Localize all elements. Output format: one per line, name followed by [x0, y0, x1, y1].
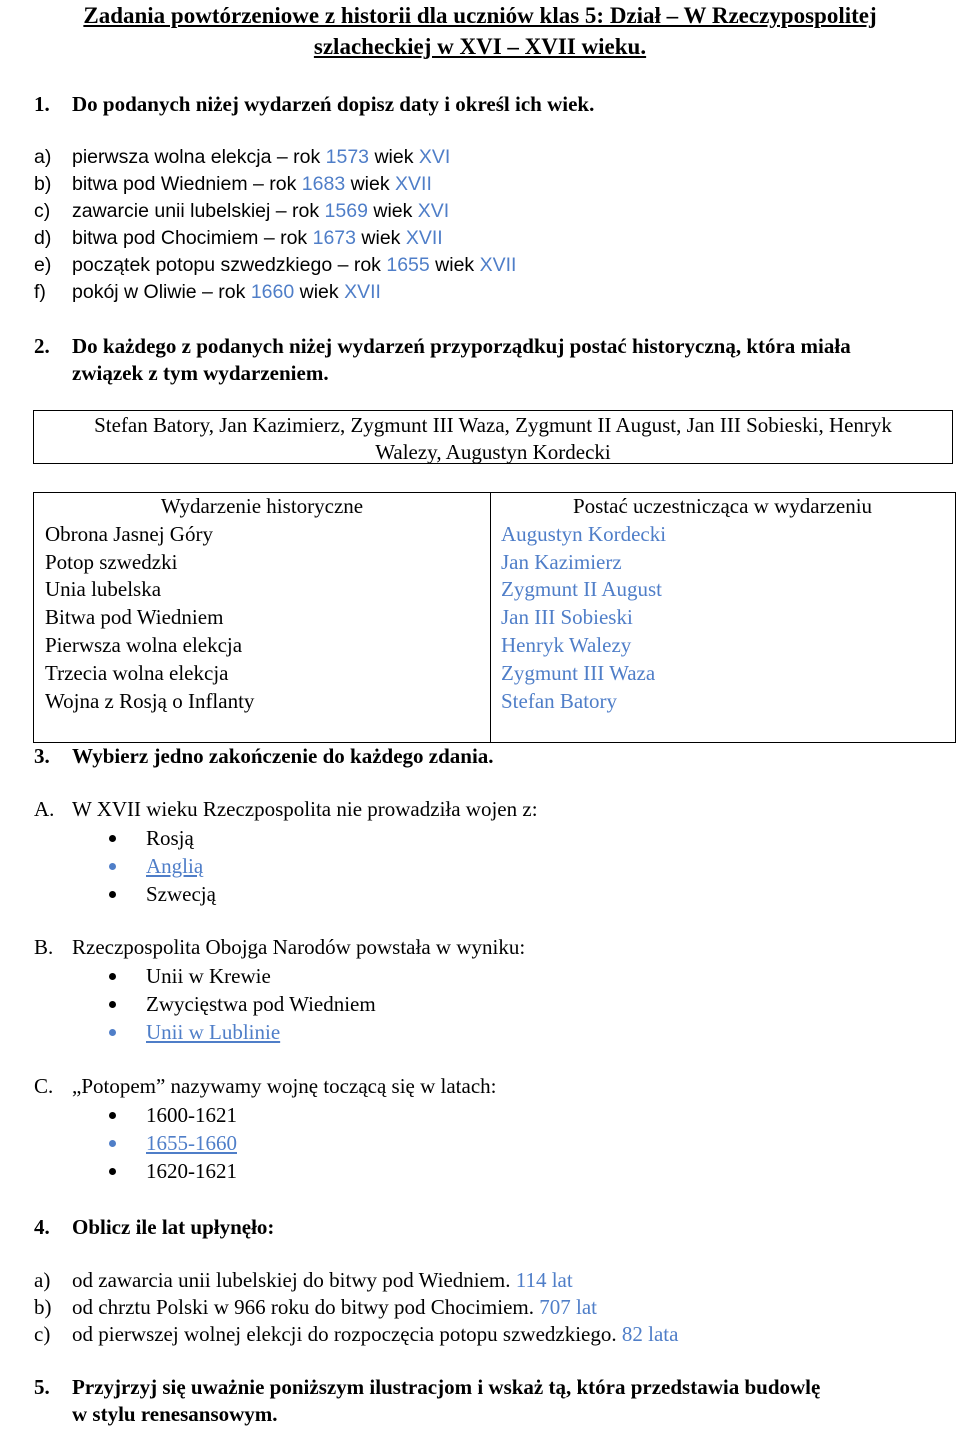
q1-item-b — [34, 171, 934, 198]
q4-item-text: od zawarcia unii lubelskiej do bitwy pod Wiedniem. — [72, 1268, 511, 1292]
q4-item-a — [34, 1267, 934, 1294]
question-4-heading — [34, 1214, 934, 1241]
person-cell: Zygmunt III Waza — [501, 660, 656, 685]
person-cell: Augustyn Kordecki — [501, 521, 667, 546]
q1-item-text: pokój w Oliwie – rok — [72, 281, 246, 303]
q3-c-option-3[interactable] — [109, 1157, 709, 1185]
q3-group-c-heading — [34, 1073, 934, 1100]
q3-c-option-2-correct[interactable] — [109, 1129, 709, 1157]
q1-item-century: XVII — [479, 254, 517, 276]
q1-item-label: e) — [34, 254, 52, 276]
question-2-number: 2. — [34, 334, 50, 358]
q1-item-e — [34, 252, 934, 279]
q1-item-text: początek potopu szwedzkiego – rok — [72, 254, 381, 276]
page-title-line-2: szlacheckiej w XVI – XVII wieku. — [313, 34, 647, 59]
q1-item-label: b) — [34, 173, 52, 195]
q4-item-c — [34, 1321, 934, 1348]
option-text: Zwycięstwa pod Wiedniem — [146, 992, 376, 1016]
event-cell: Trzecia wolna elekcja — [45, 660, 229, 685]
q4-item-answer: 707 lat — [539, 1295, 597, 1319]
q1-item-label: a) — [34, 146, 52, 168]
bullet-icon — [109, 1168, 116, 1175]
q1-item-century: XVII — [344, 281, 381, 303]
event-cell: Obrona Jasnej Góry — [45, 521, 213, 546]
question-3-number: 3. — [34, 744, 50, 768]
q1-item-century: XVII — [405, 227, 443, 249]
q1-item-year: 1569 — [324, 200, 368, 222]
question-4-text: Oblicz ile lat upłynęło: — [72, 1215, 275, 1239]
question-1-text: Do podanych niżej wydarzeń dopisz daty i określ ich wiek. — [72, 92, 595, 116]
question-5-text-line-1: Przyjrzyj się uważnie poniższym ilustracjom i wskaż tą, która przedstawia budowlę — [72, 1375, 821, 1399]
q1-item-text: bitwa pod Chocimiem – rok — [72, 227, 308, 249]
q4-item-answer: 82 lata — [621, 1322, 679, 1346]
bullet-icon — [109, 1112, 116, 1119]
q3-b-option-3-correct[interactable] — [109, 1018, 709, 1046]
bullet-icon — [109, 1029, 116, 1036]
q1-item-c — [34, 198, 934, 225]
bullet-icon — [109, 1140, 116, 1147]
q3-b-option-2[interactable] — [109, 990, 709, 1018]
q1-item-text: bitwa pod Wiedniem – rok — [72, 173, 297, 195]
q3-group-b-heading — [34, 934, 934, 961]
question-5-heading — [34, 1374, 959, 1428]
q1-item-label: f) — [34, 281, 46, 303]
q1-item-mid: wiek — [435, 254, 475, 276]
q1-item-year: 1573 — [325, 146, 370, 168]
option-text: Anglią — [146, 854, 204, 878]
q3-c-option-1[interactable] — [109, 1101, 709, 1129]
matching-table — [33, 492, 956, 743]
q4-item-text: od chrztu Polski w 966 roku do bitwy pod Chocimiem. — [72, 1295, 534, 1319]
question-5-number: 5. — [34, 1375, 50, 1399]
person-cell: Jan III Sobieski — [501, 605, 633, 630]
q1-item-f — [34, 279, 934, 306]
q1-item-mid: wiek — [350, 173, 390, 195]
q1-item-year: 1673 — [312, 227, 356, 249]
q1-item-mid: wiek — [373, 200, 413, 222]
question-4-number: 4. — [34, 1215, 50, 1239]
option-text: Szwecją — [146, 882, 216, 906]
q3-a-option-1[interactable] — [109, 824, 709, 852]
q1-item-text: zawarcie unii lubelskiej – rok — [72, 200, 320, 222]
q1-item-century: XVI — [418, 146, 451, 168]
q3-group-text: Rzeczpospolita Obojga Narodów powstała w wyniku: — [72, 935, 526, 959]
q1-item-label: c) — [34, 200, 51, 222]
bullet-icon — [109, 891, 116, 898]
q1-item-a — [34, 144, 934, 171]
question-2-heading — [34, 333, 959, 387]
question-3-heading — [34, 743, 934, 770]
q4-item-text: od pierwszej wolnej elekcji do rozpoczęcia potopu szwedzkiego. — [72, 1322, 617, 1346]
question-2-text-line-2: związek z tym wydarzeniem. — [72, 361, 329, 385]
option-text: 1655-1660 — [146, 1131, 237, 1155]
option-text: Unii w Lublinie — [146, 1020, 281, 1044]
event-cell: Pierwsza wolna elekcja — [45, 632, 243, 657]
person-cell: Henryk Walezy — [501, 632, 632, 657]
q1-item-text: pierwsza wolna elekcja – rok — [72, 146, 321, 168]
bullet-icon — [109, 973, 116, 980]
q1-item-century: XVII — [395, 173, 432, 195]
names-box — [33, 410, 953, 464]
events-column — [34, 493, 491, 742]
option-text: 1600-1621 — [146, 1103, 237, 1127]
bullet-icon — [109, 1001, 116, 1008]
option-text: 1620-1621 — [146, 1159, 237, 1183]
event-cell: Unia lubelska — [45, 577, 162, 602]
q1-item-year: 1660 — [250, 281, 295, 303]
question-3-text: Wybierz jedno zakończenie do każdego zdania. — [72, 744, 494, 768]
events-header: Wydarzenie historyczne — [160, 494, 364, 518]
q1-item-year: 1683 — [301, 173, 346, 195]
names-line-2: Walezy, Augustyn Kordecki — [375, 440, 611, 464]
q1-item-mid: wiek — [374, 146, 414, 168]
page-title-line-1: Zadania powtórzeniowe z historii dla uczniów klas 5: Dział – W Rzeczypospolitej — [83, 3, 877, 28]
q3-group-label: C. — [34, 1074, 54, 1098]
person-cell: Jan Kazimierz — [501, 549, 622, 574]
persons-header: Postać uczestnicząca w wydarzeniu — [572, 494, 873, 518]
q3-group-label: A. — [34, 797, 55, 821]
q1-item-year: 1655 — [386, 254, 430, 276]
persons-column — [490, 493, 955, 742]
bullet-icon — [109, 863, 116, 870]
event-cell: Potop szwedzki — [45, 549, 178, 574]
q4-item-b — [34, 1294, 934, 1321]
person-cell: Stefan Batory — [501, 688, 618, 713]
q3-group-label: B. — [34, 935, 54, 959]
q3-b-option-1[interactable] — [109, 962, 709, 990]
bullet-icon — [109, 835, 116, 842]
names-line-1: Stefan Batory, Jan Kazimierz, Zygmunt III Waza, Zygmunt II August, Jan III Sobieski, Henryk — [94, 413, 892, 437]
event-cell: Bitwa pod Wiedniem — [45, 605, 224, 630]
person-cell: Zygmunt II August — [501, 577, 662, 602]
q3-group-a-heading — [34, 796, 934, 823]
event-cell: Wojna z Rosją o Inflanty — [45, 688, 255, 713]
question-1-heading — [34, 91, 934, 118]
q3-a-option-2-correct[interactable] — [109, 852, 709, 880]
question-2-text-line-1: Do każdego z podanych niżej wydarzeń przyporządkuj postać historyczną, która miała — [72, 334, 851, 358]
question-1-number: 1. — [34, 92, 50, 116]
option-text: Unii w Krewie — [146, 964, 271, 988]
q4-item-answer: 114 lat — [515, 1268, 573, 1292]
question-5-text-line-2: w stylu renesansowym. — [72, 1402, 278, 1426]
q1-item-mid: wiek — [299, 281, 339, 303]
q3-group-text: „Potopem” nazywamy wojnę toczącą się w latach: — [72, 1074, 497, 1098]
q4-item-label: a) — [34, 1268, 51, 1292]
option-text: Rosją — [146, 826, 194, 850]
q3-group-text: W XVII wieku Rzeczpospolita nie prowadziła wojen z: — [72, 797, 538, 821]
q1-item-d — [34, 225, 934, 252]
q1-item-label: d) — [34, 227, 52, 249]
q4-item-label: b) — [34, 1295, 52, 1319]
q1-item-mid: wiek — [361, 227, 401, 249]
q1-item-century: XVI — [417, 200, 450, 222]
q3-a-option-3[interactable] — [109, 880, 709, 908]
q4-item-label: c) — [34, 1322, 51, 1346]
